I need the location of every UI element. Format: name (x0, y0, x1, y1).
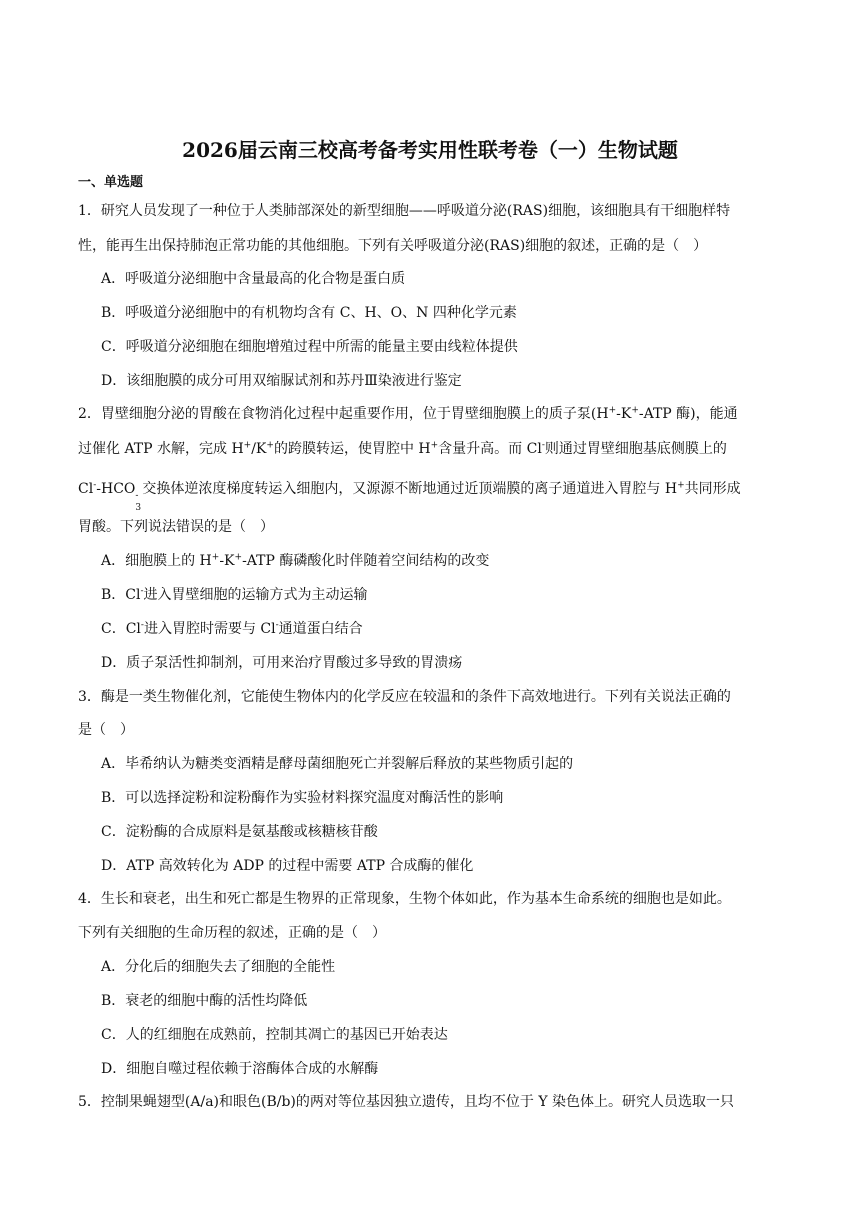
question-2-line-2: 过催化 ATP 水解，完成 H+/K+的跨膜转运，使胃腔中 H+含量升高。而 Cl-则通过胃壁细胞基底侧膜上的 (78, 440, 727, 457)
question-3-option-a: A．毕希纳认为糖类变酒精是酵母菌细胞死亡并裂解后释放的某些物质引起的 (101, 756, 574, 772)
page-title: 2026届云南三校高考备考实用性联考卷（一）生物试题 (182, 138, 678, 162)
question-1-option-d: D．该细胞膜的成分可用双缩脲试剂和苏丹Ⅲ染液进行鉴定 (101, 373, 462, 389)
question-4-line-1: 4．生长和衰老，出生和死亡都是生物界的正常现象，生物个体如此，作为基本生命系统的细胞也是如此。 (78, 891, 731, 907)
question-3-line-2: 是（ ） (78, 722, 134, 738)
question-2-line-1: 2．胃壁细胞分泌的胃酸在食物消化过程中起重要作用，位于胃壁细胞膜上的质子泵(H+-K+-ATP 酶)，能通 (78, 405, 738, 422)
question-1-option-b: B．呼吸道分泌细胞中的有机物均含有 C、H、O、N 四种化学元素 (101, 305, 517, 321)
question-2-option-d: D．质子泵活性抑制剂，可用来治疗胃酸过多导致的胃溃疡 (101, 655, 463, 671)
question-1-option-c: C．呼吸道分泌细胞在细胞增殖过程中所需的能量主要由线粒体提供 (101, 339, 518, 355)
question-2-line-3: Cl--HCO - 3 交换体逆浓度梯度转运入细胞内，又源源不断地通过近顶端膜的离子通道进入胃腔与 H+共同形成 (78, 480, 741, 513)
question-3-option-b: B．可以选择淀粉和淀粉酶作为实验材料探究温度对酶活性的影响 (101, 790, 504, 806)
question-1-option-a: A．呼吸道分泌细胞中含量最高的化合物是蛋白质 (101, 271, 406, 287)
question-5-line-1: 5．控制果蝇翅型(A/a)和眼色(B/b)的两对等位基因独立遗传，且均不位于 Y 染色体上。研究人员选取一只 (78, 1094, 735, 1110)
question-3-option-c: C．淀粉酶的合成原料是氨基酸或核糖核苷酸 (101, 824, 378, 840)
section-heading: 一、单选题 (78, 175, 144, 190)
question-1-line-1: 1．研究人员发现了一种位于人类肺部深处的新型细胞——呼吸道分泌(RAS)细胞，该细胞具有干细胞样特 (78, 203, 731, 219)
question-4-option-d: D．细胞自噬过程依赖于溶酶体合成的水解酶 (101, 1061, 379, 1077)
question-4-option-b: B．衰老的细胞中酶的活性均降低 (101, 993, 308, 1009)
question-2-option-c: C．Cl-进入胃腔时需要与 Cl-通道蛋白结合 (101, 620, 363, 637)
question-4-option-a: A．分化后的细胞失去了细胞的全能性 (101, 959, 336, 975)
question-1-line-2: 性，能再生出保持肺泡正常功能的其他细胞。下列有关呼吸道分泌(RAS)细胞的叙述，正确的是（ ） (78, 238, 708, 254)
question-2-line-4: 胃酸。下列说法错误的是（ ） (78, 519, 274, 535)
question-2-option-a: A．细胞膜上的 H+-K+-ATP 酶磷酸化时伴随着空间结构的改变 (101, 552, 490, 569)
question-3-line-1: 3．酶是一类生物催化剂，它能使生物体内的化学反应在较温和的条件下高效地进行。下列有关说法正确的 (78, 689, 731, 705)
question-3-option-d: D．ATP 高效转化为 ADP 的过程中需要 ATP 合成酶的催化 (101, 858, 474, 874)
question-2-option-b: B．Cl-进入胃壁细胞的运输方式为主动运输 (101, 586, 368, 603)
question-4-line-2: 下列有关细胞的生命历程的叙述，正确的是（ ） (78, 925, 386, 941)
question-4-option-c: C．人的红细胞在成熟前，控制其凋亡的基因已开始表达 (101, 1027, 448, 1043)
